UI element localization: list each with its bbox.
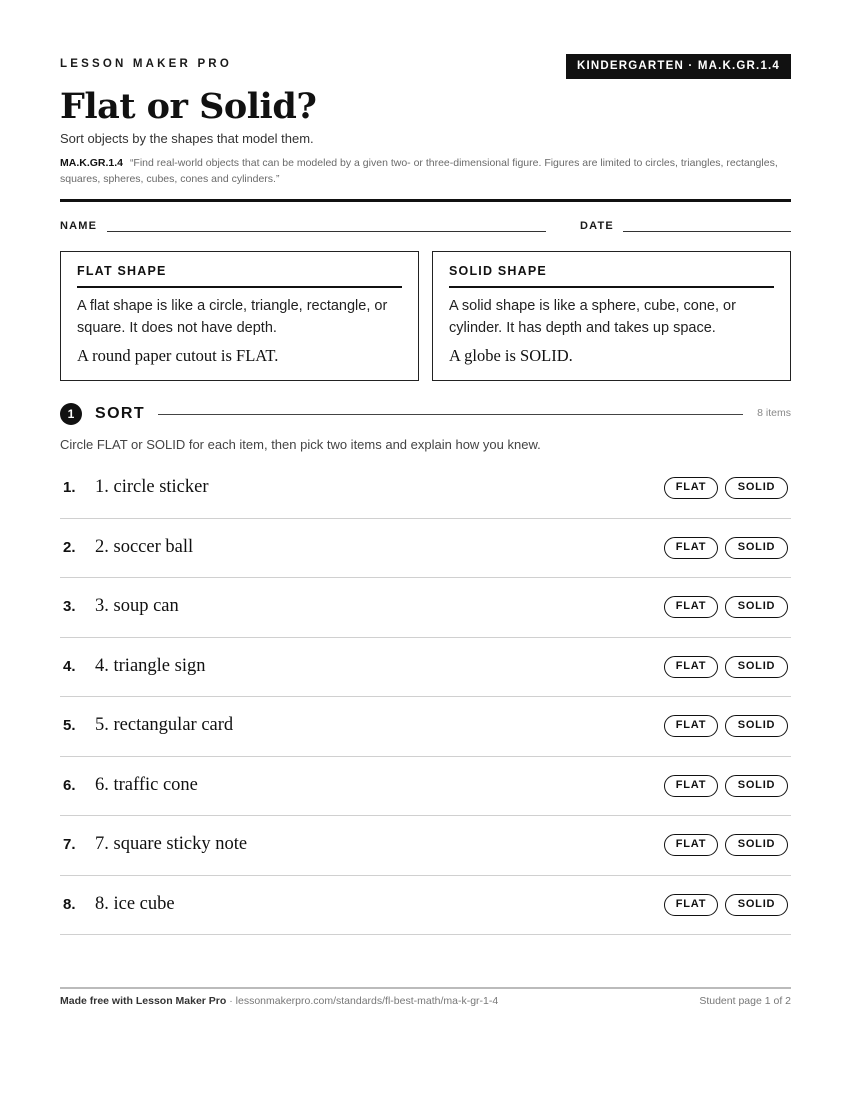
definition-example: A round paper cutout is FLAT. <box>77 346 279 365</box>
item-label: 5. rectangular card <box>95 715 234 735</box>
definition-text: A solid shape is like a sphere, cube, cone, or cylinder. It has depth and takes up space. <box>449 298 736 336</box>
item-label: 4. triangle sign <box>95 655 206 676</box>
section-instructions: Circle FLAT or SOLID for each item, then pick two items and explain how you knew. <box>60 437 541 452</box>
grade-badge: KINDERGARTEN · MA.K.GR.1.4 <box>566 54 791 79</box>
item-label: 7. square sticky note <box>95 834 248 854</box>
name-label: NAME <box>60 220 98 232</box>
flat-choice-button[interactable]: FLAT <box>664 537 718 559</box>
item-number: 8. <box>63 895 76 913</box>
solid-choice-button[interactable]: SOLID <box>725 834 788 856</box>
sort-item-row <box>60 459 791 519</box>
sort-item-row <box>60 876 791 936</box>
footer-url: · lessonmakerpro.com/standards/fl-best-math/ma-k-gr-1-4 <box>226 995 499 1007</box>
sort-item-row <box>60 816 791 876</box>
flat-choice-button[interactable]: FLAT <box>664 477 718 499</box>
sort-item-row <box>60 697 791 757</box>
standard-text: “Find real-world objects that can be modeled by a given two- or three-dimensional figure. Figures are limited to circles, triangles, rectangles, squares, spheres, cubes, cones and cylinders.” <box>60 157 778 185</box>
solid-choice-button[interactable]: SOLID <box>725 596 788 618</box>
solid-choice-button[interactable]: SOLID <box>725 775 788 797</box>
item-number: 1. <box>63 479 76 496</box>
flat-choice-button[interactable]: FLAT <box>664 715 718 737</box>
header-divider <box>60 199 791 202</box>
flat-choice-button[interactable]: FLAT <box>664 834 718 856</box>
sort-item-row <box>60 757 791 817</box>
footer-credit <box>60 995 498 1007</box>
footer-made-with: Made free with Lesson Maker Pro <box>60 995 227 1007</box>
definition-title: FLAT SHAPE <box>77 264 402 288</box>
page-title: Flat or Solid? <box>60 86 317 127</box>
solid-choice-button[interactable]: SOLID <box>725 894 788 916</box>
section-number-badge: 1 <box>60 403 82 425</box>
definition-title: SOLID SHAPE <box>449 264 774 288</box>
standard-code: MA.K.GR.1.4 <box>60 157 124 169</box>
standard-description <box>60 155 791 187</box>
item-label: 6. traffic cone <box>95 774 198 795</box>
item-label: 3. soup can <box>95 596 179 616</box>
item-number: 7. <box>63 836 76 853</box>
item-count: 8 items <box>757 407 791 419</box>
solid-choice-button[interactable]: SOLID <box>725 656 788 678</box>
page-indicator: Student page 1 of 2 <box>699 995 791 1007</box>
item-number: 3. <box>63 598 76 615</box>
solid-shape-definition <box>432 251 791 381</box>
solid-choice-button[interactable]: SOLID <box>725 715 788 737</box>
date-field[interactable] <box>623 231 791 232</box>
brand-name: LESSON MAKER PRO <box>60 58 232 70</box>
definition-text: A flat shape is like a circle, triangle, rectangle, or square. It does not have depth. <box>77 298 388 336</box>
item-number: 5. <box>63 717 76 734</box>
name-field[interactable] <box>107 231 546 232</box>
definition-example: A globe is SOLID. <box>449 346 573 365</box>
solid-choice-button[interactable]: SOLID <box>725 477 788 499</box>
date-label: DATE <box>580 220 614 232</box>
worksheet-page <box>60 0 791 1100</box>
item-label: 2. soccer ball <box>95 536 194 557</box>
item-number: 6. <box>63 776 76 794</box>
flat-choice-button[interactable]: FLAT <box>664 656 718 678</box>
section-divider <box>158 414 743 415</box>
sort-item-row <box>60 638 791 698</box>
sort-item-row <box>60 578 791 638</box>
sort-item-list <box>60 459 791 935</box>
sort-item-row <box>60 519 791 579</box>
page-subtitle: Sort objects by the shapes that model them. <box>60 131 314 146</box>
section-title: SORT <box>95 405 146 422</box>
flat-choice-button[interactable]: FLAT <box>664 596 718 618</box>
flat-choice-button[interactable]: FLAT <box>664 894 718 916</box>
item-label: 1. circle sticker <box>95 477 209 497</box>
flat-shape-definition <box>60 251 419 381</box>
item-number: 4. <box>63 657 76 675</box>
item-number: 2. <box>63 538 76 556</box>
flat-choice-button[interactable]: FLAT <box>664 775 718 797</box>
solid-choice-button[interactable]: SOLID <box>725 537 788 559</box>
item-label: 8. ice cube <box>95 893 175 914</box>
footer-divider <box>60 987 791 989</box>
